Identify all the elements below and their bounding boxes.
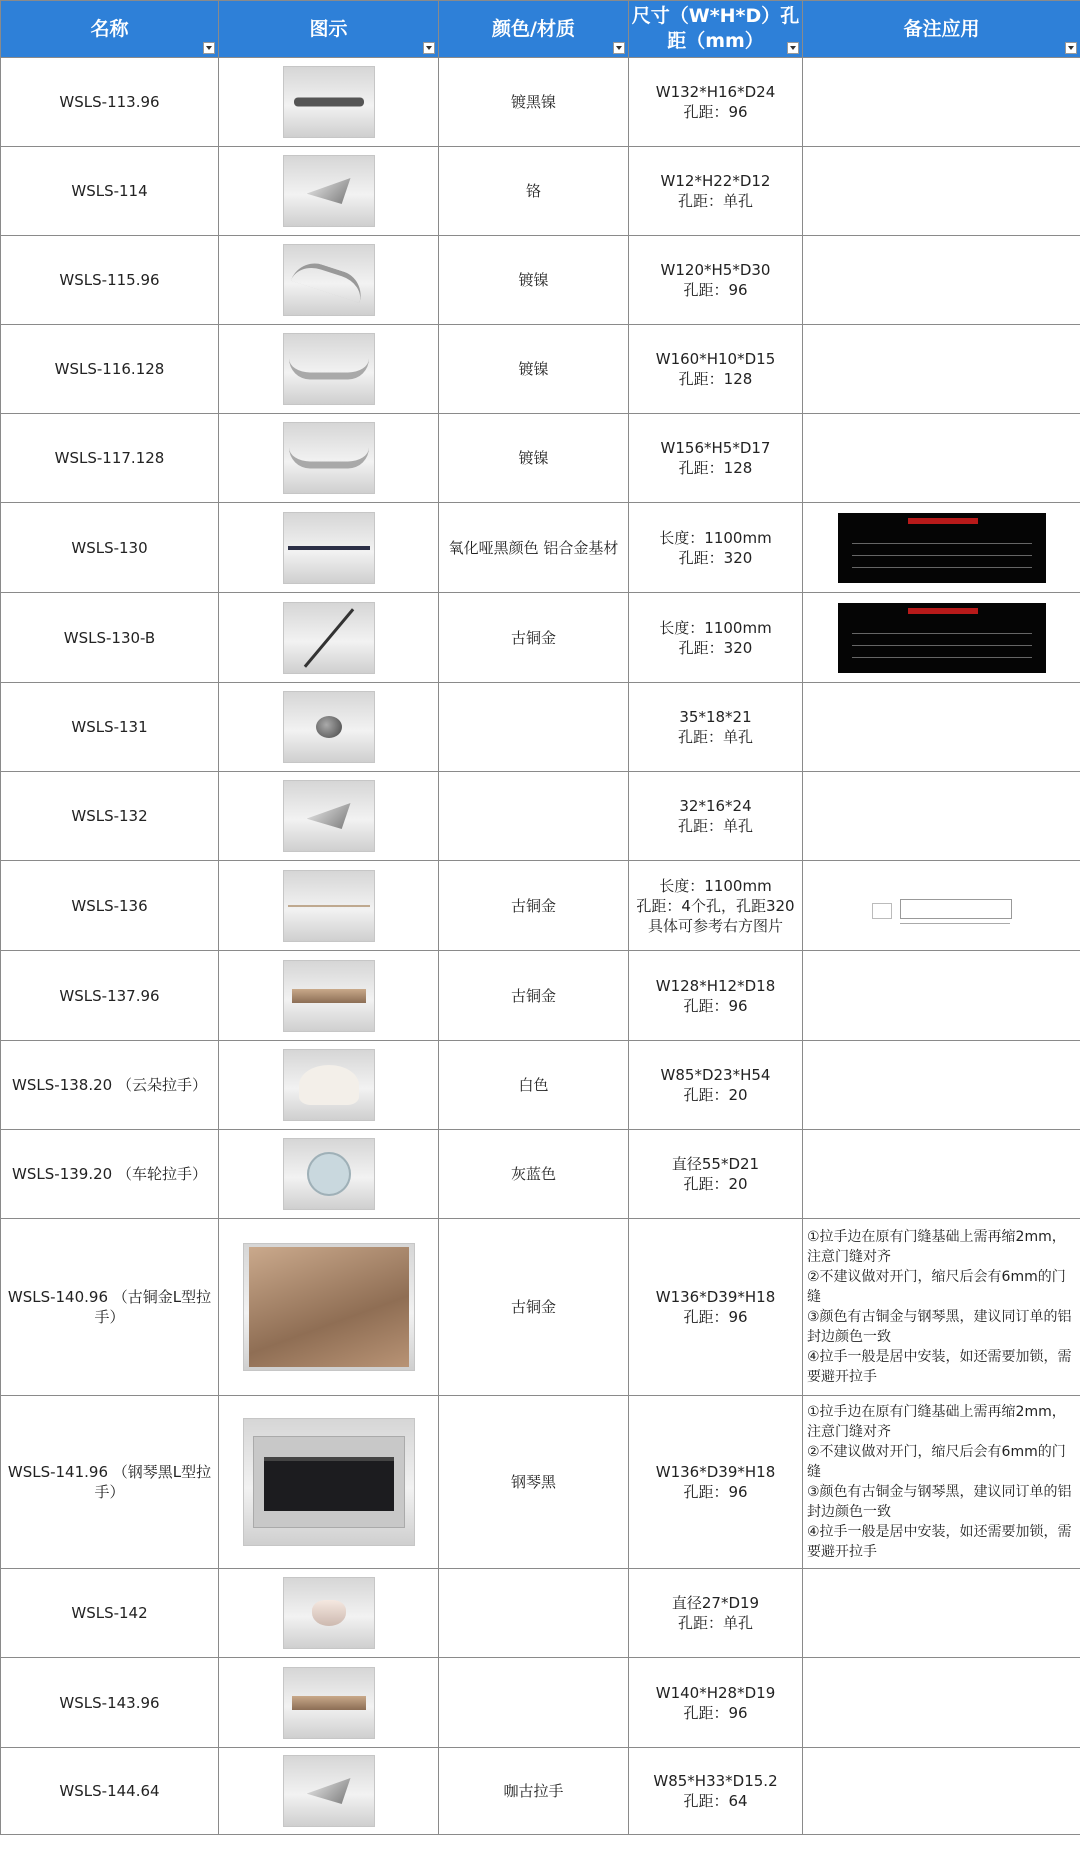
cell-image bbox=[219, 1748, 439, 1835]
table-row bbox=[1, 1130, 1080, 1219]
cell-size bbox=[629, 1396, 803, 1569]
table-row bbox=[1, 593, 1080, 683]
wedge-knob-icon bbox=[283, 780, 375, 852]
color-material: 咖古拉手 bbox=[503, 1782, 564, 1800]
wedge-knob-icon bbox=[283, 1755, 375, 1827]
size-line: W85*H33*D15.2 bbox=[653, 1772, 778, 1790]
color-material: 白色 bbox=[518, 1076, 549, 1094]
bronze-bar-icon bbox=[283, 1667, 375, 1739]
wedge-knob-icon bbox=[283, 155, 375, 227]
filter-dropdown-icon[interactable] bbox=[1065, 42, 1077, 54]
wheel-knob-icon bbox=[283, 1138, 375, 1210]
table-row bbox=[1, 1041, 1080, 1130]
cell-name bbox=[1, 1396, 219, 1569]
cup-knob-icon bbox=[283, 1577, 375, 1649]
cell-name bbox=[1, 147, 219, 236]
product-name: WSLS-144.64 bbox=[59, 1782, 160, 1800]
size-line: 直径27*D19 bbox=[671, 1594, 760, 1612]
table-row bbox=[1, 951, 1080, 1041]
bronze-plate-icon bbox=[243, 1243, 415, 1371]
cell-name bbox=[1, 1748, 219, 1835]
filter-dropdown-icon[interactable] bbox=[613, 42, 625, 54]
product-name: WSLS-130-B bbox=[63, 628, 156, 647]
cell-size bbox=[629, 593, 803, 683]
product-name: WSLS-137.96 bbox=[59, 986, 160, 1005]
product-name: WSLS-139.20 （车轮拉手） bbox=[12, 1165, 207, 1183]
cell-notes bbox=[803, 1219, 1080, 1396]
cell-size bbox=[629, 951, 803, 1041]
product-name: WSLS-130 bbox=[71, 538, 148, 557]
size-line: 孔距：96 bbox=[683, 281, 748, 299]
cell-name bbox=[1, 1658, 219, 1748]
cell-notes bbox=[803, 593, 1080, 683]
product-name: WSLS-140.96 （古铜金L型拉手） bbox=[7, 1288, 212, 1326]
table-row bbox=[1, 1748, 1080, 1835]
color-material: 镀镍 bbox=[518, 360, 549, 378]
size-line: 孔距：96 bbox=[683, 996, 748, 1015]
cell-notes bbox=[803, 1569, 1080, 1658]
table-row bbox=[1, 414, 1080, 503]
cell-notes bbox=[803, 1658, 1080, 1748]
table-row bbox=[1, 861, 1080, 951]
cell-color bbox=[439, 1396, 629, 1569]
cell-name bbox=[1, 58, 219, 147]
color-material: 古铜金 bbox=[510, 986, 556, 1005]
curved-handle-icon bbox=[283, 422, 375, 494]
table-row bbox=[1, 1396, 1080, 1569]
cell-notes bbox=[803, 1748, 1080, 1835]
table-row bbox=[1, 503, 1080, 593]
filter-dropdown-icon[interactable] bbox=[787, 42, 799, 54]
cell-size bbox=[629, 1658, 803, 1748]
table-row bbox=[1, 683, 1080, 772]
product-name: WSLS-115.96 bbox=[59, 271, 160, 289]
cell-image bbox=[219, 147, 439, 236]
cell-color bbox=[439, 1130, 629, 1219]
cell-name bbox=[1, 951, 219, 1041]
cell-notes bbox=[803, 1396, 1080, 1569]
cell-name bbox=[1, 503, 219, 593]
cell-color bbox=[439, 861, 629, 951]
thin-line-icon bbox=[283, 870, 375, 942]
cell-notes bbox=[803, 147, 1080, 236]
note-line: ③颜色有古铜金与钢琴黑，建议同订单的铝封边颜色一致 bbox=[807, 1309, 1072, 1345]
color-material: 灰蓝色 bbox=[510, 1165, 556, 1183]
size-line: 孔距：4个孔，孔距320 bbox=[636, 896, 795, 915]
cell-name bbox=[1, 683, 219, 772]
product-name: WSLS-114 bbox=[71, 182, 148, 200]
cell-size bbox=[629, 1569, 803, 1658]
product-name: WSLS-113.96 bbox=[59, 93, 160, 111]
cell-color bbox=[439, 1658, 629, 1748]
cell-image bbox=[219, 236, 439, 325]
cell-size bbox=[629, 861, 803, 951]
size-line: 孔距：单孔 bbox=[677, 728, 753, 746]
size-line: 35*18*21 bbox=[679, 708, 752, 726]
note-line: ①拉手边在原有门缝基础上需再缩2mm，注意门缝对齐 bbox=[807, 1404, 1066, 1440]
product-name: WSLS-132 bbox=[71, 807, 148, 825]
size-line: 孔距：320 bbox=[678, 638, 753, 657]
table-row bbox=[1, 1219, 1080, 1396]
size-line: 孔距：96 bbox=[683, 1483, 748, 1501]
header-color: 颜色/材质 bbox=[439, 1, 629, 58]
cell-color bbox=[439, 414, 629, 503]
cell-image bbox=[219, 1396, 439, 1569]
cell-name bbox=[1, 1569, 219, 1658]
black-plate-icon bbox=[243, 1418, 415, 1546]
size-line: 直径55*D21 bbox=[671, 1155, 760, 1173]
color-material: 氧化哑黑颜色 铝合金基材 bbox=[448, 538, 619, 557]
product-name: WSLS-116.128 bbox=[54, 360, 165, 378]
product-name: WSLS-143.96 bbox=[59, 1693, 160, 1712]
cell-name bbox=[1, 325, 219, 414]
cell-image bbox=[219, 503, 439, 593]
note-line: ②不建议做对开门，缩尺后会有6mm的门缝 bbox=[807, 1269, 1066, 1305]
cell-size bbox=[629, 772, 803, 861]
cell-size bbox=[629, 683, 803, 772]
color-material: 古铜金 bbox=[510, 1298, 556, 1316]
cell-image bbox=[219, 58, 439, 147]
cell-name bbox=[1, 1130, 219, 1219]
cell-name bbox=[1, 414, 219, 503]
cell-name bbox=[1, 236, 219, 325]
bronze-bar-icon bbox=[283, 960, 375, 1032]
size-line: 长度：1100mm bbox=[659, 528, 772, 547]
size-line: W160*H10*D15 bbox=[655, 350, 776, 368]
cell-color bbox=[439, 683, 629, 772]
cell-notes bbox=[803, 58, 1080, 147]
cell-color bbox=[439, 951, 629, 1041]
size-line: W132*H16*D24 bbox=[655, 83, 776, 101]
cell-image bbox=[219, 593, 439, 683]
cell-color bbox=[439, 1569, 629, 1658]
cell-color bbox=[439, 147, 629, 236]
cell-name bbox=[1, 1219, 219, 1396]
cell-notes bbox=[803, 503, 1080, 593]
size-line: 孔距：单孔 bbox=[677, 817, 753, 835]
cell-color bbox=[439, 236, 629, 325]
table-row bbox=[1, 772, 1080, 861]
filter-dropdown-icon[interactable] bbox=[203, 42, 215, 54]
curved-handle-icon bbox=[283, 333, 375, 405]
size-line: 孔距：20 bbox=[683, 1086, 748, 1104]
cell-image bbox=[219, 1569, 439, 1658]
note-line: ①拉手边在原有门缝基础上需再缩2mm，注意门缝对齐 bbox=[807, 1229, 1066, 1265]
color-material: 镀镍 bbox=[518, 271, 549, 289]
header-size: 尺寸（W*H*D）孔距（mm） bbox=[629, 1, 803, 58]
product-name: WSLS-131 bbox=[71, 718, 148, 736]
table-body bbox=[1, 58, 1080, 1835]
cell-notes bbox=[803, 236, 1080, 325]
cell-image bbox=[219, 1041, 439, 1130]
cell-size bbox=[629, 147, 803, 236]
color-material: 钢琴黑 bbox=[510, 1473, 556, 1491]
cell-name bbox=[1, 772, 219, 861]
cell-color bbox=[439, 593, 629, 683]
cell-size bbox=[629, 236, 803, 325]
size-line: W12*H22*D12 bbox=[660, 172, 771, 190]
size-line: 孔距：20 bbox=[683, 1175, 748, 1193]
cell-image bbox=[219, 951, 439, 1041]
product-name: WSLS-117.128 bbox=[54, 449, 165, 467]
cell-size bbox=[629, 1219, 803, 1396]
cell-color bbox=[439, 325, 629, 414]
table-row bbox=[1, 58, 1080, 147]
size-line: 孔距：单孔 bbox=[677, 1614, 753, 1632]
arch-handle-icon bbox=[283, 244, 375, 316]
cell-color bbox=[439, 503, 629, 593]
cell-size bbox=[629, 503, 803, 593]
size-line: 32*16*24 bbox=[679, 797, 752, 815]
table-row bbox=[1, 236, 1080, 325]
size-line: 长度：1100mm bbox=[659, 618, 772, 637]
cloud-knob-icon bbox=[283, 1049, 375, 1121]
filter-dropdown-icon[interactable] bbox=[423, 42, 435, 54]
header-notes: 备注应用 bbox=[803, 1, 1080, 58]
size-line: 孔距：128 bbox=[678, 370, 753, 388]
size-line: W128*H12*D18 bbox=[655, 976, 776, 995]
size-line: W136*D39*H18 bbox=[655, 1288, 776, 1306]
cell-image bbox=[219, 861, 439, 951]
cell-notes bbox=[803, 1130, 1080, 1219]
size-line: 孔距：64 bbox=[683, 1792, 748, 1810]
header-row bbox=[1, 1, 1080, 58]
size-line: 孔距：单孔 bbox=[677, 192, 753, 210]
table-row bbox=[1, 147, 1080, 236]
note-line: ④拉手一般是居中安装，如还需要加锁，需要避开拉手 bbox=[807, 1349, 1072, 1385]
cell-image bbox=[219, 1130, 439, 1219]
cell-notes bbox=[803, 325, 1080, 414]
color-material: 镀镍 bbox=[518, 449, 549, 467]
product-name: WSLS-141.96 （钢琴黑L型拉手） bbox=[7, 1463, 212, 1501]
technical-drawing bbox=[862, 871, 1022, 941]
cell-image bbox=[219, 414, 439, 503]
size-line: W140*H28*D19 bbox=[655, 1683, 776, 1702]
table-row bbox=[1, 1658, 1080, 1748]
size-line: 孔距：128 bbox=[678, 459, 753, 477]
cell-size bbox=[629, 414, 803, 503]
cell-size bbox=[629, 1748, 803, 1835]
note-line: ②不建议做对开门，缩尺后会有6mm的门缝 bbox=[807, 1444, 1066, 1480]
cell-size bbox=[629, 58, 803, 147]
product-name: WSLS-138.20 （云朵拉手） bbox=[12, 1076, 207, 1094]
color-material: 古铜金 bbox=[510, 896, 556, 915]
size-line: 孔距：96 bbox=[683, 1308, 748, 1326]
cell-image bbox=[219, 772, 439, 861]
note-line: ④拉手一般是居中安装，如还需要加锁，需要避开拉手 bbox=[807, 1524, 1072, 1560]
size-line: 孔距：96 bbox=[683, 1703, 748, 1722]
cell-notes bbox=[803, 683, 1080, 772]
bar-handle-icon bbox=[283, 66, 375, 138]
cell-notes bbox=[803, 1041, 1080, 1130]
cell-size bbox=[629, 325, 803, 414]
cell-size bbox=[629, 1041, 803, 1130]
cell-color bbox=[439, 1041, 629, 1130]
cell-image bbox=[219, 1219, 439, 1396]
technical-drawing-dark bbox=[838, 513, 1046, 583]
cell-name bbox=[1, 593, 219, 683]
cell-color bbox=[439, 1748, 629, 1835]
cell-notes bbox=[803, 861, 1080, 951]
size-line: W120*H5*D30 bbox=[660, 261, 771, 279]
diagonal-rod-icon bbox=[283, 602, 375, 674]
technical-drawing-dark bbox=[838, 603, 1046, 673]
cell-color bbox=[439, 1219, 629, 1396]
cell-image bbox=[219, 325, 439, 414]
cell-image bbox=[219, 683, 439, 772]
product-name: WSLS-142 bbox=[71, 1604, 148, 1622]
table-row bbox=[1, 325, 1080, 414]
long-profile-icon bbox=[283, 512, 375, 584]
size-line: W136*D39*H18 bbox=[655, 1463, 776, 1481]
color-material: 铬 bbox=[525, 182, 541, 200]
cell-notes bbox=[803, 951, 1080, 1041]
size-line: 具体可参考右方图片 bbox=[647, 916, 783, 935]
cell-color bbox=[439, 58, 629, 147]
cell-name bbox=[1, 861, 219, 951]
round-knob-icon bbox=[283, 691, 375, 763]
cell-size bbox=[629, 1130, 803, 1219]
color-material: 镀黑镍 bbox=[510, 93, 556, 111]
size-line: W85*D23*H54 bbox=[660, 1066, 771, 1084]
size-line: 孔距：320 bbox=[678, 548, 753, 567]
cell-color bbox=[439, 772, 629, 861]
cell-notes bbox=[803, 772, 1080, 861]
cell-image bbox=[219, 1658, 439, 1748]
product-name: WSLS-136 bbox=[71, 896, 148, 915]
size-line: 长度：1100mm bbox=[659, 876, 772, 895]
size-line: W156*H5*D17 bbox=[660, 439, 771, 457]
color-material: 古铜金 bbox=[510, 628, 556, 647]
header-image: 图示 bbox=[219, 1, 439, 58]
note-line: ③颜色有古铜金与钢琴黑，建议同订单的铝封边颜色一致 bbox=[807, 1484, 1072, 1520]
header-name: 名称 bbox=[1, 1, 219, 58]
cell-notes bbox=[803, 414, 1080, 503]
cell-name bbox=[1, 1041, 219, 1130]
size-line: 孔距：96 bbox=[683, 103, 748, 121]
table-row bbox=[1, 1569, 1080, 1658]
